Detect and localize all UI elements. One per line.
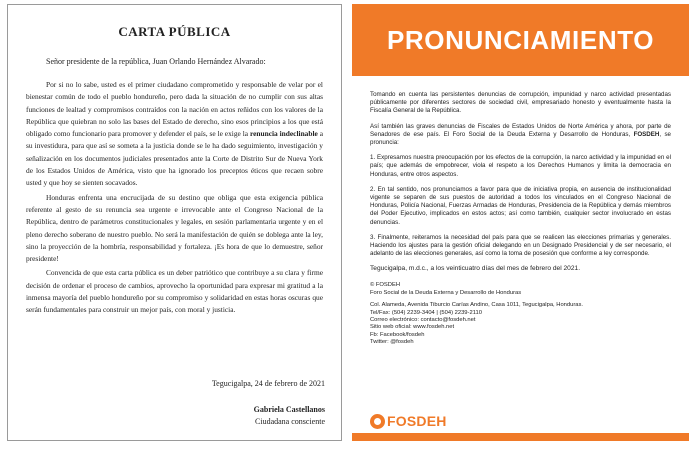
signer-name: Gabriela Castellanos [253,405,325,414]
pronunciamiento-banner [352,4,689,76]
second-paragraph [370,123,671,148]
carta-date: Tegucigalpa, 24 de febrero de 2021 [211,379,325,388]
carta-p1-text-a: Por si no lo sabe, usted es el primer ciudadano comprometido y responsable de velar por el bienestar común de todo el pueblo hondureño, pero dada la situación de no cumplir con sus altas funciones de lealtad y compromisos contraídos con la nación en actos reñidos con los valores de la República que quiebran no solo las bases del Estado de derecho, sino esos principios a los que está obligado como funcionario para promover y defender el país, se le exige la [26,80,323,139]
signer-role: Ciudadana consciente [255,417,325,426]
carta-paragraph-1 [26,79,323,190]
fosdeh-logo-icon [370,414,385,429]
point-1: 1. Expresamos nuestra preocupación por los efectos de la corrupción, la narco actividad y la impunidad en el país; que además de empobrecer, viola el respeto a los Derechos Humanos y limita la democracia en Honduras, entre otros aspectos. [370,154,671,178]
point-2: 2. En tal sentido, nos pronunciamos a favor para que de iniciativa propia, en ausencia de institucionalidad vigente se separen de sus puestos de autoridad a todos los vinculados en el Congreso Nacional de Honduras, Policía Nacional, Fuerzas Armadas de Honduras, Presidencia de la República y demás miembros del Poder Ejecutivo, implicados en estos actos; así como también, cualquier sector involucrado en estas denuncias. [370,185,671,226]
fosdeh-logo [370,413,447,429]
fosdeh-logo-text: FOSDEH [387,413,447,429]
para2-text-a: Así también las graves denuncias de Fiscales de Estados Unidos de Norte América y ahora, por parte de Senadores de ese país. El Foro Social de la Deuda Externa y Desarrollo de Honduras, [370,122,671,138]
footer-orange-bar [352,433,689,441]
point-3: 3. Finalmente, reiteramos la necesidad del país para que se realicen las elecciones primarias y generales. Haciendo los ajustes para la gestión oficial delegando en un Designado Presidencial y de ser necesario, el adelanto de las elecciones generales, así como la toma de posesión que conforme a ley corresponde. [370,233,671,258]
carta-p1-emphasis: renuncia indeclinable [249,129,318,139]
twitter-line: Twitter: @fosdeh [370,339,414,346]
pronunciamiento-date: Tegucigalpa, m.d.c., a los veinticuatro días del mes de febrero del 2021. [370,265,581,273]
contact-block [370,282,671,346]
pronunciamiento-panel [352,4,689,441]
copyright-line: © FOSDEH [370,282,401,289]
email-line: Correo electrónico: contacto@fosdeh.net [370,317,476,324]
carta-p1-text-b: a su investidura, para que así se someta a la justicia donde se le ha dado seguimiento, investigación y señalización en los documentos judiciales presentados ante la Corte de Distrito Sur de Nueva York de los Estados Unidos de América, visto que ha ignorado los preceptos éticos que recaen sobre usted y que hoy se sienten socavados. [26,129,324,188]
carta-paragraph-3: Convencida de que esta carta pública es un deber patriótico que contribuye a su clara y firme decisión de ordenar el proceso de cambios, aprovecho la oportunidad para expresar mi gratitud a la inmensa mayoría del pueblo hondureño por su compromiso y solidaridad en estas horas oscuras que serán fundamentales para construir un mejor país, con moral y justicia. [26,268,323,315]
carta-paragraph-2: Honduras enfrenta una encrucijada de su destino que obliga que esta exigencia pública referente al gesto de su renuncia sea urgente e irrevocable ante el Congreso Nacional de la República, dentro de parámetros constitucionales y legales, en sesión parlamentaria urgente y en el pleno derecho soberano de nuestro pueblo. No será la manifestación de quién se doblega ante la ley, sino la proyección de la hombría, responsabilidad y fortaleza. ¡Es hora de que lo demuestre, señor presidente! [26,192,323,264]
contact-head [370,282,671,297]
carta-publica-panel [7,4,342,441]
facebook-line: Fb: Facebook/fosdeh [370,331,425,338]
pronunciamiento-body [352,76,689,347]
carta-salutation: Señor presidente de la república, Juan Orlando Hernández Alvarado: [46,57,266,66]
banner-title: PRONUNCIAMIENTO [386,24,655,55]
website-line: Sitio web oficial: www.fosdeh.net [370,324,455,331]
para2-text-b: , se pronuncia: [370,130,671,147]
para2-org-acronym: FOSDEH [633,130,660,138]
org-name: Foro Social de la Deuda Externa y Desarrollo de Honduras [370,289,522,296]
signature-block [212,378,325,428]
carta-title: CARTA PÚBLICA [118,24,231,39]
intro-paragraph: Tomando en cuenta las persistentes denuncias de corrupción, impunidad y narco actividad presentadas públicamente por diferentes sectores de sociedad civil, empresariado honesto y eventualmente hasta la Fiscalía General de la República. [370,91,671,115]
phone-line: Tel/Fax: (504) 2239-3404 | (504) 2239-2110 [370,309,482,316]
address-line: Col. Alameda, Avenida Tiburcio Carías Andino, Casa 1011, Tegucigalpa, Honduras. [370,302,584,309]
